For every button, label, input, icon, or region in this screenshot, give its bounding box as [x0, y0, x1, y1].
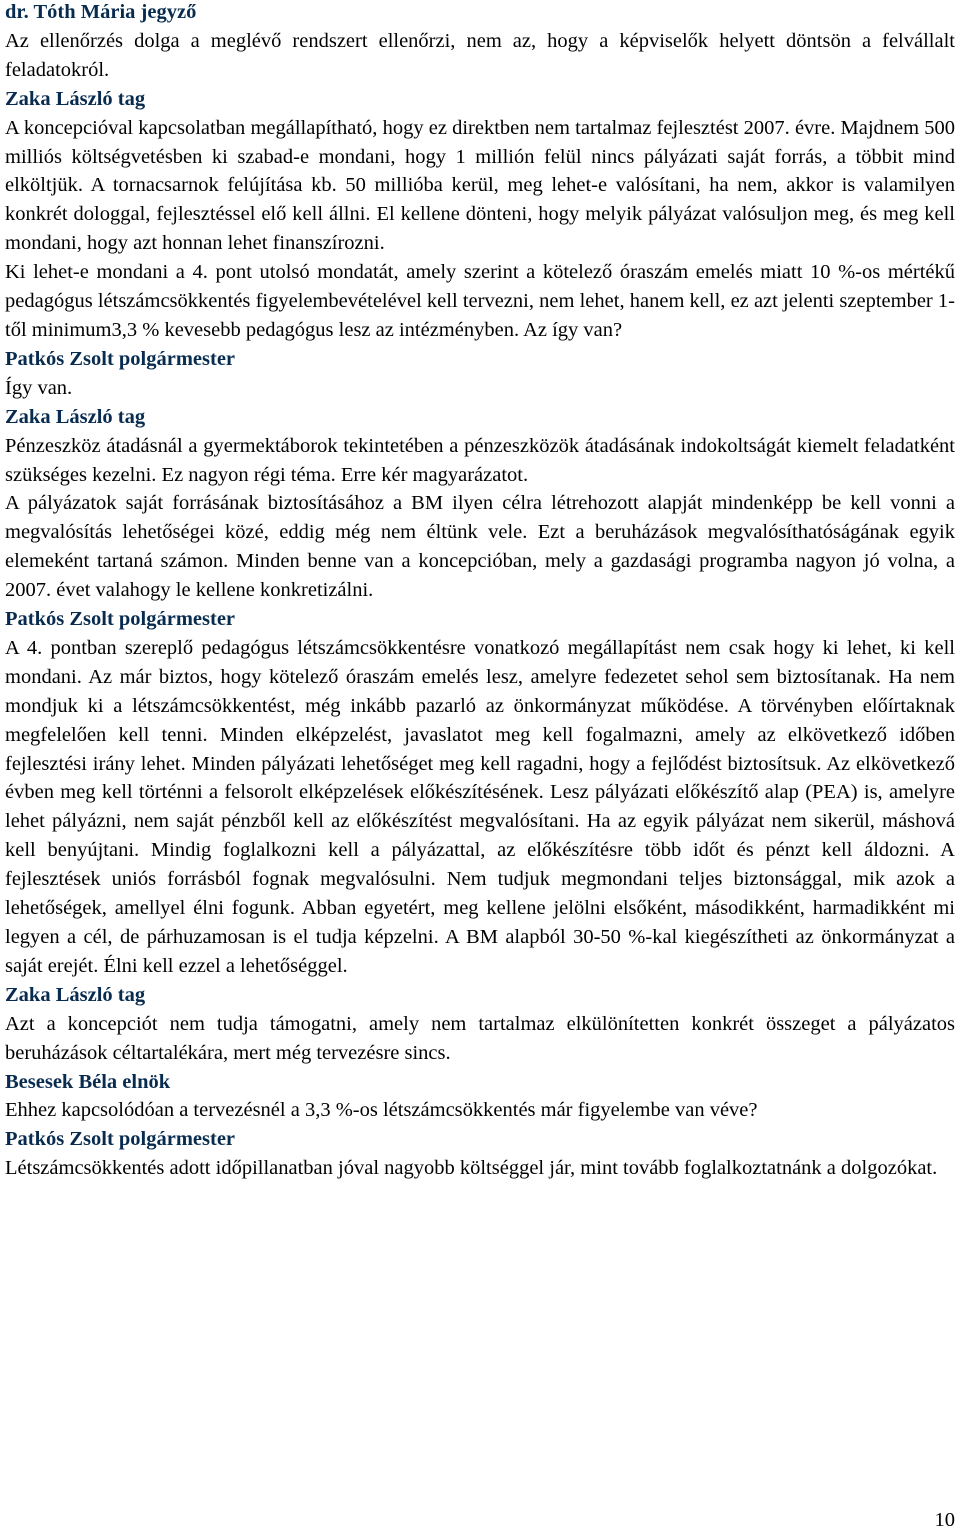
paragraph: Ehhez kapcsolódóan a tervezésnél a 3,3 %-os létszámcsökkentés már figyelembe van véve? [5, 1099, 758, 1122]
speaker-name: dr. Tóth Mária jegyző [5, 1, 197, 23]
paragraph: Pénzeszköz átadásnál a gyermektáborok tekintetében a pénzeszközök átadásának indokoltságát kiemelt feladatként szükséges kezelni. Ez nagyon régi téma. Erre kér magyarázatot. [5, 434, 955, 486]
speaker-name: Zaka László tag [5, 87, 146, 110]
paragraph: A 4. pontban szereplő pedagógus létszámcsökkentésre vonatkozó megállapítást nem csak hogy ki lehet, ki kell mondani. Az már biztos, hogy kötelező óraszám emelés lesz, amelyre fedezetet sehol sem biztosítanak. Ha nem mondjuk ki a létszámcsökkentést, még inkább pazarló az önkormányzat működése. A törvényben előírtaknak megfelelően kell tenni. Minden elképzelést, javaslatot meg kell fogalmazni, amely az elkövetkező időben fejlesztési irány lehet. Minden pályázati lehetőséget meg kell ragadni, hogy a fejlődést biztosítsuk. Az elkövetkező évben meg kell történni a felsorolt elképzelések előkészítésének. Lesz pályázati előkészítő alap (PEA) is, amelyre lehet pályázni, nem saját pénzből kell az előkészítést megvalósítani. Ha az egyik pályázat nem sikerül, máshová kell benyújtani. Mindig foglalkozni kell a pályázattal, az előkészítésre több időt és pénzt kell áldozni. A fejlesztések uniós forrásból fognak megvalósulni. Nem tudjuk megmondani teljes biztonsággal, mik azok a lehetőségek, amellyel élni fogunk. Abban egyetért, meg kellene jelölni elsőként, másodikként, harmadikként mi legyen a cél, de párhuzamosan is el tudja képzelni. A BM alapból 30-50 %-kal kiegészítheti az önkormányzat a saját erejét. Élni kell ezzel a lehetőséggel. [5, 636, 955, 977]
speaker-name: Zaka László tag [5, 983, 146, 1006]
speaker-name: Patkós Zsolt polgármester [5, 608, 236, 631]
paragraph: A koncepcióval kapcsolatban megállapítható, hogy ez direktben nem tartalmaz fejlesztést 2007. évre. Majdnem 500 milliós költségvetésben ki szabad-e mondani, hogy 1 millión felül nincs pályázati saját forrás, a többit mind elköltjük. A tornacsarnok felújítása kb. 50 millióba kerül, meg lehet-e valósítani, ha nem, akkor is valamilyen konkrét dologgal, fejlesztéssel elő kell állni. El kellene dönteni, hogy melyik pályázat valósuljon meg, és meg kell mondani, hogy azt honnan lehet finanszírozni. [5, 116, 955, 255]
paragraph: Létszámcsökkentés adott időpillanatban jóval nagyobb költséggel jár, mint tovább foglalkoztatnánk a dolgozókat. [5, 1157, 938, 1180]
paragraph: Az ellenőrzés dolga a meglévő rendszert ellenőrzi, nem az, hogy a képviselők helyett döntsön a felvállalt feladatokról. [5, 29, 955, 81]
speaker-name: Besesek Béla elnök [5, 1070, 171, 1093]
speaker-name: Zaka László tag [5, 405, 146, 428]
paragraph: Így van. [5, 376, 73, 399]
paragraph: Azt a koncepciót nem tudja támogatni, amely nem tartalmaz elkülönítetten konkrét összeget a pályázatos beruházások céltartalékára, mert még tervezésre sincs. [5, 1012, 955, 1064]
paragraph: Ki lehet-e mondani a 4. pont utolsó mondatát, amely szerint a kötelező óraszám emelés miatt 10 %-os mértékű pedagógus létszámcsökkentés figyelembevételével kell tervezni, nem lehet, hanem kell, ez azt jelenti szeptember 1-től minimum3,3 % kevesebb pedagógus lesz az intézményben. Az így van? [5, 261, 955, 341]
speaker-name: Patkós Zsolt polgármester [5, 347, 236, 370]
page-number: 10 [934, 1509, 955, 1531]
paragraph: A pályázatok saját forrásának biztosításához a BM ilyen célra létrehozott alapját mindenképp be kell vonni a megvalósítás lehetőségei közé, eddig még nem éltünk vele. Ezt a beruházások megvalósíthatóságának egyik elemeként tartaná számon. Minden benne van a koncepcióban, mely a gazdasági programba nagyon jó volna, a 2007. évet valahogy le kellene konkretizálni. [5, 492, 955, 602]
speaker-name: Patkós Zsolt polgármester [5, 1128, 236, 1151]
document-page [5, 0, 955, 1183]
